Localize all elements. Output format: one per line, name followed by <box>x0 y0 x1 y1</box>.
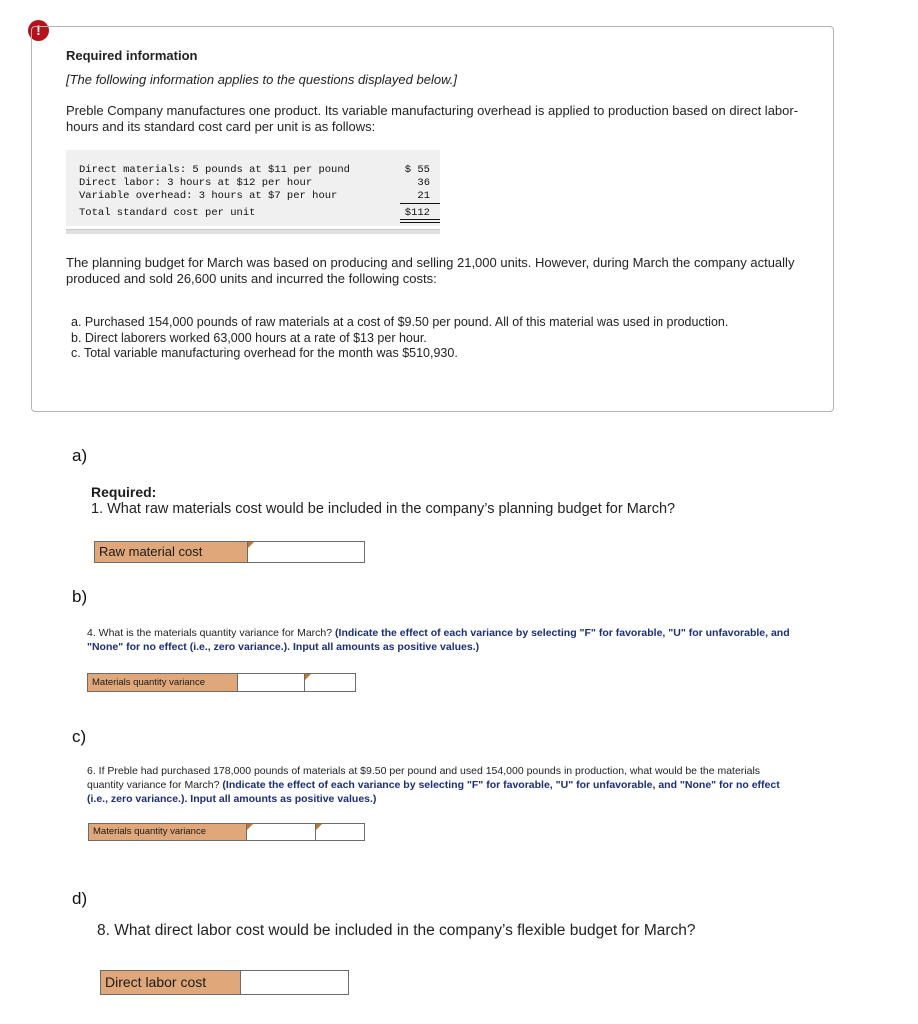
cost-card-divider <box>66 229 440 234</box>
subtotal-rule <box>400 203 440 204</box>
input-flag-icon <box>248 542 254 548</box>
cost-items-list <box>71 315 728 362</box>
variance-amount-input[interactable] <box>237 673 305 692</box>
direct-labor-cost-label: Direct labor cost <box>100 970 241 995</box>
materials-quantity-variance-label: Materials quantity variance <box>87 673 238 692</box>
part-d-label: d) <box>72 889 88 908</box>
variance-amount-input[interactable] <box>246 823 316 841</box>
total-double-rule <box>400 219 440 223</box>
input-flag-icon <box>247 824 253 830</box>
question-4-text: 4. What is the materials quantity variance for March? <box>87 627 336 639</box>
question-6-text: 6. If Preble had purchased 178,000 pounds of materials at $9.50 per pound and used 154,000 pounds in production, what would be the materials quantity variance for March? <box>87 765 761 791</box>
info-note: [The following information applies to the questions displayed below.] <box>66 72 457 87</box>
part-a-label: a) <box>72 446 88 465</box>
part-c-label: c) <box>72 727 87 746</box>
question-4-instruction: (Indicate the effect of each variance by selecting "F" for favorable, "U" for unfavorable, and "None" for no effect (i.e., zero variance.). Input all amounts as positive values.) <box>87 627 790 653</box>
list-item: b. Direct laborers worked 63,000 hours at a rate of $13 per hour. <box>71 330 427 345</box>
select-flag-icon <box>305 674 311 680</box>
cost-row-label: Direct materials: 5 pounds at $11 per pound <box>79 164 350 176</box>
cost-row-value: 21 <box>417 190 430 202</box>
cost-total-label: Total standard cost per unit <box>79 207 256 219</box>
question-6-instruction: (Indicate the effect of each variance by selecting "F" for favorable, "U" for unfavorable, and "None" for no effect (i.e., zero variance.). Input all amounts as positive values.) <box>87 779 780 805</box>
info-title: Required information <box>66 48 198 63</box>
raw-material-cost-input[interactable] <box>247 541 365 563</box>
cost-total-value: $112 <box>404 207 430 219</box>
list-item: a. Purchased 154,000 pounds of raw materials at a cost of $9.50 per pound. All of this material was used in production. <box>71 315 729 329</box>
select-flag-icon <box>316 824 322 830</box>
question-8: 8. What direct labor cost would be included in the company’s flexible budget for March? <box>97 922 696 939</box>
question-6 <box>87 764 799 806</box>
variance-effect-select[interactable] <box>304 673 356 692</box>
cost-row-value: $ 55 <box>404 164 430 176</box>
raw-material-cost-label: Raw material cost <box>94 541 248 563</box>
part-b-label: b) <box>72 587 88 606</box>
cost-row-label: Variable overhead: 3 hours at $7 per hour <box>79 190 338 202</box>
variance-effect-select[interactable] <box>315 823 365 841</box>
question-4 <box>87 626 799 654</box>
alert-icon: ! <box>28 20 49 41</box>
planning-budget-text: The planning budget for March was based on producing and selling 21,000 units. However, during March the company actually produced and sold 26,600 units and incurred the following costs: <box>66 255 795 286</box>
cost-row-label: Direct labor: 3 hours at $12 per hour <box>79 177 313 189</box>
question-1: 1. What raw materials cost would be included in the company’s planning budget for March? <box>91 501 676 517</box>
list-item: c. Total variable manufacturing overhead for the month was $510,930. <box>71 346 458 360</box>
cost-row-value: 36 <box>417 177 430 189</box>
direct-labor-cost-input[interactable] <box>240 970 349 995</box>
materials-quantity-variance-label: Materials quantity variance <box>88 823 247 841</box>
required-heading: Required: <box>91 484 157 500</box>
info-intro: Preble Company manufactures one product. Its variable manufacturing overhead is applied to production based on direct labor-hours and its standard cost card per unit is as follows: <box>66 103 799 134</box>
